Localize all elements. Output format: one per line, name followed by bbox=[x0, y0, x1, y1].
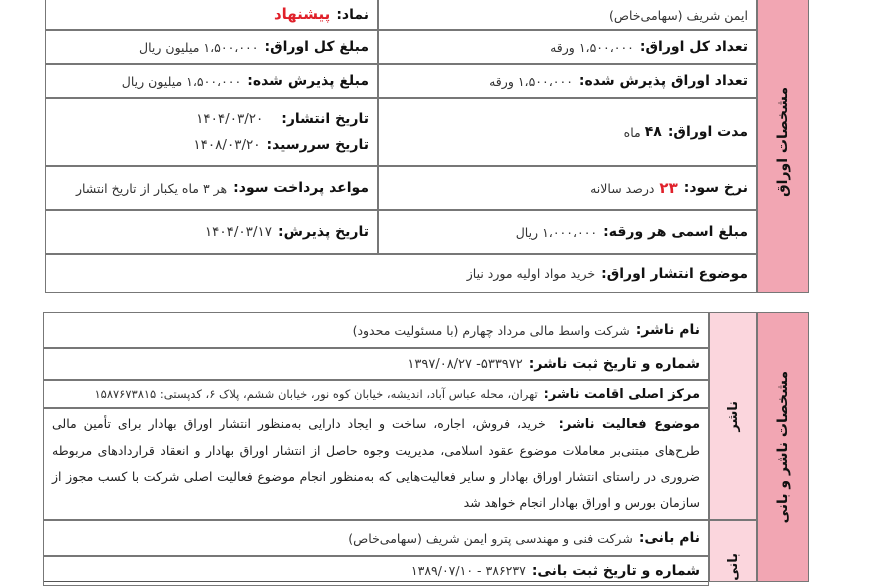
maturity-label: تاریخ سررسید: bbox=[266, 137, 369, 153]
securities-section-header bbox=[757, 0, 809, 293]
rate-number: ۲۳ bbox=[659, 179, 678, 197]
publisher-reg-value: ۵۳۳۹۷۲- ۱۳۹۷/۰۸/۲۷ bbox=[407, 356, 523, 372]
total-amount-cell bbox=[45, 30, 378, 64]
publisher-name-label: نام ناشر: bbox=[635, 322, 700, 338]
subject-label: موضوع انتشار اوراق: bbox=[601, 265, 748, 282]
founder-name-label: نام بانی: bbox=[638, 530, 700, 546]
founder-name-top: ایمن شریف (سهامی‌خاص) bbox=[609, 8, 748, 23]
rate-label: نرخ سود: bbox=[683, 180, 748, 196]
publisher-section-header bbox=[757, 312, 809, 582]
total-amount-value: ۱،۵۰۰،۰۰۰ میلیون ریال bbox=[139, 39, 259, 55]
accept-date-value: ۱۴۰۴/۰۳/۱۷ bbox=[204, 224, 272, 240]
total-count-value: ۱،۵۰۰،۰۰۰ ورقه bbox=[550, 39, 634, 55]
accepted-amount-label: مبلغ پذیرش شده: bbox=[247, 73, 369, 89]
duration-label: مدت اوراق: bbox=[667, 124, 748, 140]
publisher-address-value: تهران، محله عباس آباد، اندیشه، خیابان کوه نور، خیابان ششم، پلاک ۶، کدپستی: ۱۵۸۷۶۷۳۸۱۵ bbox=[94, 387, 538, 401]
symbol-value: پیشنهاد bbox=[273, 5, 331, 23]
publisher-reg-label: شماره و تاریخ ثبت ناشر: bbox=[528, 356, 700, 372]
issue-date-label: تاریخ انتشار: bbox=[281, 111, 369, 127]
securities-section-title: مشخصات اوراق bbox=[775, 86, 791, 197]
publisher-activity-label: موضوع فعالیت ناشر: bbox=[558, 417, 700, 432]
accepted-amount-value: ۱،۵۰۰،۰۰۰ میلیون ریال bbox=[121, 73, 242, 89]
founder-reg-value: ۳۸۶۲۳۷ - ۱۳۸۹/۰۷/۱۰ bbox=[410, 563, 526, 578]
subject-cell bbox=[45, 254, 757, 293]
rate-unit: درصد سالانه bbox=[590, 180, 655, 196]
maturity-value: ۱۴۰۸/۰۳/۲۰ bbox=[193, 137, 261, 153]
nominal-cell bbox=[378, 210, 757, 254]
publisher-name-value: شرکت واسط مالی مرداد چهارم (با مسئولیت محدود) bbox=[352, 322, 630, 338]
total-amount-label: مبلغ کل اوراق: bbox=[264, 39, 369, 55]
duration-number: ۴۸ bbox=[644, 124, 662, 140]
subject-value: خرید مواد اولیه مورد نیاز bbox=[466, 266, 596, 281]
founder-name-cell bbox=[43, 520, 709, 556]
publisher-address-cell bbox=[43, 380, 709, 408]
accepted-count-value: ۱،۵۰۰،۰۰۰ ورقه bbox=[489, 73, 573, 89]
payment-cell bbox=[45, 166, 378, 210]
duration-unit: ماه bbox=[623, 124, 641, 140]
publisher-sub-header bbox=[709, 312, 757, 520]
founder-sub-title: بانی bbox=[725, 553, 741, 581]
payment-label: مواعد پرداخت سود: bbox=[233, 180, 369, 196]
publisher-section-title: مشخصات ناشر و بانی bbox=[775, 370, 791, 524]
total-count-cell bbox=[378, 30, 757, 64]
accepted-count-label: تعداد اوراق پذیرش شده: bbox=[578, 73, 748, 89]
publisher-reg-cell bbox=[43, 348, 709, 380]
nominal-label: مبلغ اسمی هر ورقه: bbox=[603, 224, 748, 240]
publisher-activity-cell bbox=[43, 408, 709, 520]
publisher-activity-value: خرید، فروش، اجاره، ساخت و ایجاد دارایی به‌منظور انتشار اوراق بهادار برای تأمین مالی طرح‌های مبتنی‌بر معاملات موضوع عقود اسلامی، مدیریت وجوه حاصل از انتشار اوراق بهادار و انعقاد قراردادهای مربوطه ضروری در راستای انتشار اوراق بهادار و سایر فعالیت‌هایی که به‌منظور انجام موضوع فعالیت اصلی شرکت با کسب مجوز از سازمان بورس و اوراق بهادار انجام خواهد شد bbox=[52, 416, 700, 510]
nominal-value: ۱،۰۰۰،۰۰۰ ریال bbox=[515, 224, 598, 240]
founder-sub-header bbox=[709, 520, 757, 582]
symbol-label: نماد: bbox=[336, 7, 369, 23]
accepted-amount-cell bbox=[45, 64, 378, 98]
payment-value: هر ۳ ماه یکبار از تاریخ انتشار bbox=[75, 180, 228, 196]
founder-reg-cell bbox=[43, 556, 709, 586]
publisher-name-cell bbox=[43, 312, 709, 348]
founder-name-top-cell bbox=[378, 0, 757, 30]
total-count-label: تعداد کل اوراق: bbox=[639, 39, 748, 55]
accepted-count-cell bbox=[378, 64, 757, 98]
dates-cell bbox=[45, 98, 378, 166]
duration-cell bbox=[378, 98, 757, 166]
founder-name-value: شرکت فنی و مهندسی پترو ایمن شریف (سهامی‌خاص) bbox=[348, 530, 633, 546]
publisher-activity-text bbox=[52, 411, 700, 516]
accept-date-label: تاریخ پذیرش: bbox=[277, 224, 369, 240]
rate-cell bbox=[378, 166, 757, 210]
symbol-cell bbox=[45, 0, 378, 30]
publisher-address-label: مرکز اصلی اقامت ناشر: bbox=[543, 386, 700, 402]
issue-date-value: ۱۴۰۴/۰۳/۲۰ bbox=[196, 111, 264, 127]
publisher-sub-title: ناشر bbox=[725, 400, 741, 432]
accept-date-cell bbox=[45, 210, 378, 254]
founder-reg-label: شماره و تاریخ ثبت بانی: bbox=[531, 563, 700, 579]
